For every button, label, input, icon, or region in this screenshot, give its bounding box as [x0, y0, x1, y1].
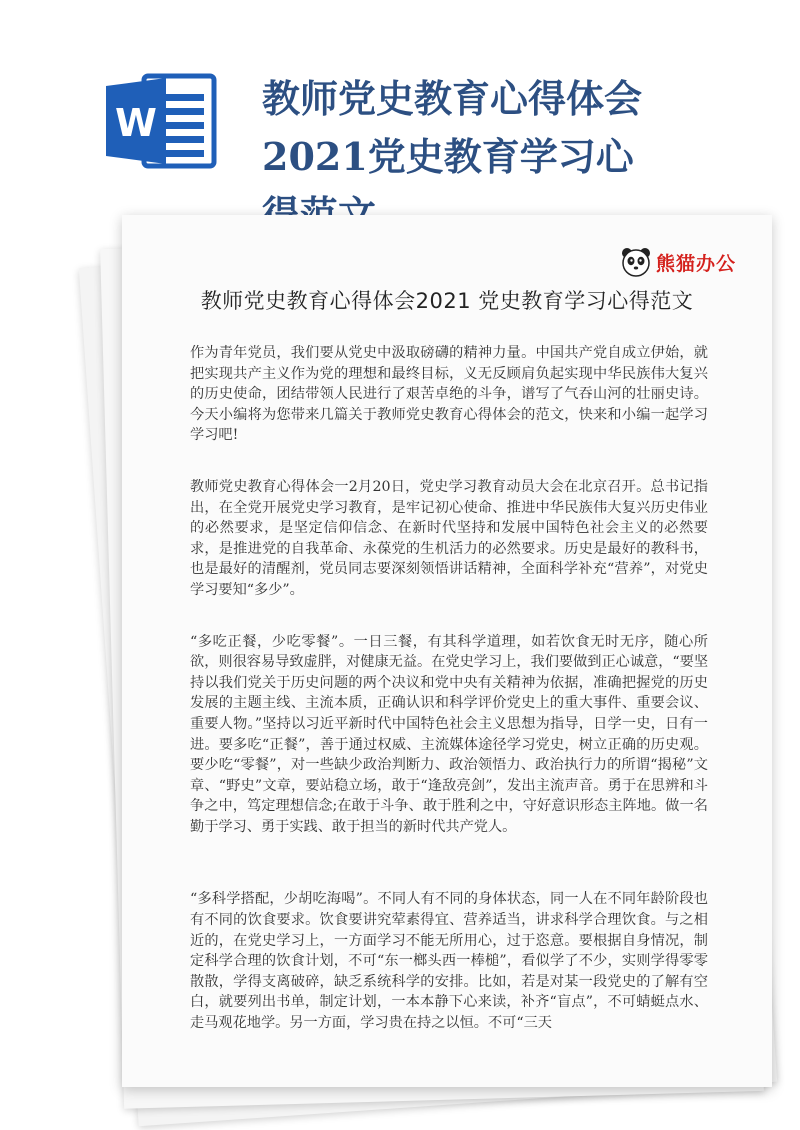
paragraph: 作为青年党员，我们要从党史中汲取磅礴的精神力量。中国共产党自成立伊始，就把实现共产主义作为党的理想和最终目标，义无反顾肩负起实现中华民族伟大复兴的历史使命，团结带领人民进行了艰苦卓绝的斗争，谱写了气吞山河的壮丽史诗。今天小编将为您带来几篇关于教师党史教育心得体会的范文，快来和小编一起学习学习吧! [190, 345, 708, 444]
page-header [0, 0, 800, 215]
brand-name: 熊猫办公 [655, 252, 736, 275]
word-icon-letter: W [115, 101, 157, 145]
paragraph: “多吃正餐，少吃零餐”。一日三餐，有其科学道理，如若饮食无时无序，随心所欲，则很容易导致虚胖，对健康无益。在党史学习上，我们要做到正心诚意，“要坚持以我们党关于历史问题的两个决议和党中央有关精神为依据，准确把握党的历史发展的主题主线、主流本质，正确认识和科学评价党史上的重大事件、重要会议、重要人物。”坚持以习近平新时代中国特色社会主义思想为指导，日学一史，日有一进。要多吃“正餐”，善于通过权威、主流媒体途径学习党史，树立正确的历史观。要少吃“零餐”，对一些缺少政治判断力、政治领悟力、政治执行力的所谓“揭秘”文章、“野史”文章，要站稳立场，敢于“逢敌亮剑”，发出主流声音。勇于在思辨和斗争之中，笃定理想信念;在敢于斗争、敢于胜利之中，守好意识形态主阵地。做一名勤于学习、勇于实践、敢于担当的新时代共产党人。 [190, 633, 709, 835]
brand-logo [620, 245, 736, 279]
paragraph: 教师党史教育心得体会一2月20日，党史学习教育动员大会在北京召开。总书记指出，在全党开展党史学习教育，是牢记初心使命、推进中华民族伟大复兴历史伟业的必然要求，是坚定信仰信念、在新时代坚持和发展中国特色社会主义的必然要求，是推进党的自我革命、永葆党的生机活力的必然要求。历史是最好的教科书，也是最好的清醒剂，党员同志要深刻领悟讲话精神，全面科学补充“营养”，对党史学习要知“多少”。 [190, 478, 708, 598]
paragraph: “多科学搭配，少胡吃海喝”。不同人有不同的身体状态，同一人在不同年龄阶段也有不同的饮食要求。饮食要讲究荤素得宜、营养适当，讲求科学合理饮食。与之相近的，在党史学习上，一方面学习不能无所用心，过于恣意。要根据自身情况，制定科学合理的饮食计划，不可“东一榔头西一棒槌”，看似学了不少，实则学得零零散散，学得支离破碎，缺乏系统科学的安排。比如，若是对某一段党史的了解有空白，就要列出书单，制定计划，一本本静下心来读，补齐“盲点”，不可蜻蜓点水、走马观花地学。另一方面，学习贵在持之以恒。不可“三天 [190, 891, 708, 1032]
document-body [190, 343, 708, 1034]
document-page [122, 215, 772, 1087]
document-title: 教师党史教育心得体会2021 党史教育学习心得范文 [200, 289, 694, 313]
page-title: 教师党史教育心得体会2021党史教育学习心 [262, 76, 643, 179]
word-document-icon [106, 72, 218, 170]
panda-icon [620, 246, 652, 278]
